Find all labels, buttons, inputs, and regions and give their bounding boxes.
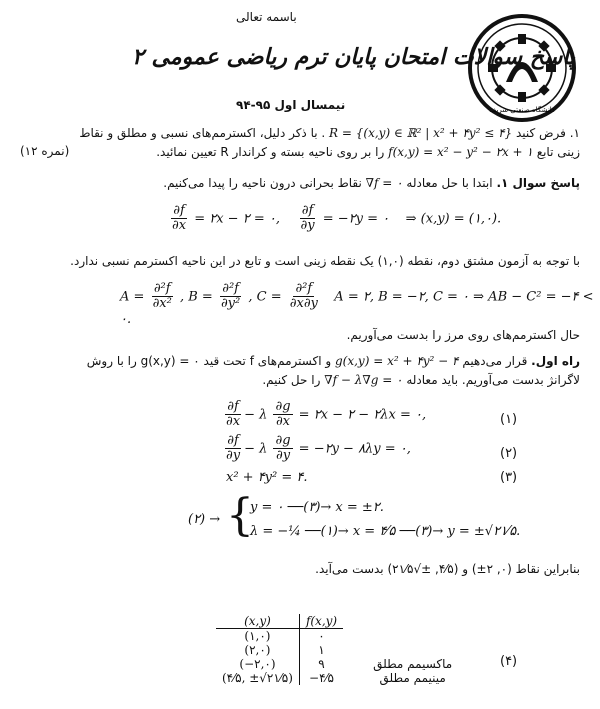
answer-heading: پاسخ سوال ۱. ابتدا با حل معادله ∇f = ۰ نقاط بحرانی درون ناحیه را پیدا می‌کنیم. [163, 176, 580, 190]
gradient-equation: $\frac{\partial f}{\partial x}$ = ۲x − ۲ = ۰, $\frac{\partial f}{\partial y}$ = −۲y = ۰ ⇒ (x,y) = (۱,۰). [172, 203, 502, 234]
values-table [216, 614, 458, 685]
table-row: (۴⁄۵, ±√۲۱⁄۵) −۴⁄۵ مینیمم مطلق [216, 671, 458, 685]
eq-number-1: (۱) [500, 412, 518, 427]
eq-number-3: (۳) [500, 470, 518, 485]
basmala: باسمه تعالی [236, 10, 297, 24]
hessian-equation: A = $\frac{\text{∂²f}}{\text{∂x²}}$ , B = $\frac{\text{∂²f}}{\text{∂y²}}$ , C = $\frac{\text{∂²f}}{\partial x\partial y}$ A = ۲, B = −۲, C = ۰ ⇒ AB − C² = −۴ < ۰. [120, 281, 594, 327]
second-derivative-text: با توجه به آزمون مشتق دوم، نقطه (۱,۰) یک نقطه زینی است و تابع در این ناحیه اکسترمم نسبی ندارد. [70, 254, 580, 268]
eq-number-2: (۲) [500, 446, 518, 461]
table-row: (−۲,۰) ۹ ماکسیمم مطلق [216, 657, 458, 671]
conclusion-text: بنابراین نقاط (۰, ۲±) و (۴⁄۵, ±√۲۱⁄۵) بدست می‌آید. [315, 562, 580, 576]
lagrange-eq-1: $\frac{\partial f}{\partial x}$ − λ $\frac{\partial g}{\partial x}$ = ۲x − ۲ − ۲λx = ۰, [226, 399, 427, 430]
question-1: ۱. فرض کنید R = {(x,y) ∈ ℝ² | x² + ۴y² ≤ ۴} . با ذکر دلیل، اکسترمم‌های نسبی و مطلق و نقاط زینی تابع f(x,y) = x² − y² − ۲x + ۱ را بر روی ناحیه بسته و کراندار R تعیین نمائید. [79, 126, 580, 159]
eq-number-4: (۴) [500, 654, 518, 669]
table-row: (۲,۰) ۱ [216, 643, 458, 657]
boundary-text: حال اکسترمم‌های روی مرز را بدست می‌آوریم. [346, 328, 580, 342]
table-row: (۱,۰) ۰ [216, 629, 458, 644]
case-2: λ = −¼ ──(۱)→ x = ۴⁄۵ ──(۳)→ y = ±√۲۱⁄۵. [250, 524, 521, 539]
case-brace: { [226, 490, 254, 541]
case-1: y = ۰ ──(۳)→ x = ±۲. [250, 500, 384, 515]
table-header-point: (x,y) [216, 614, 299, 629]
lagrange-eq-3: x² + ۴y² = ۴. [226, 470, 308, 485]
semester-label: نیمسال اول ۹۵-۹۴ [236, 98, 346, 112]
svg-text:دانشگاه صنعتی شریف: دانشگاه صنعتی شریف [489, 106, 555, 114]
table-header-value: f(x,y) [299, 614, 343, 629]
page-title: پاسخ سوالات امتحان پایان ترم ریاضی عمومی ۲ [132, 44, 576, 70]
lagrange-text: راه اول. قرار می‌دهیم g(x,y) = x² + ۴y² − ۴ و اکسترمم‌های f تحت قید g(x,y) = ۰ را با روش لاگرانژ بدست می‌آوریم. باید معادله ∇f − λ∇g = ۰ را حل کنیم. [86, 354, 580, 387]
question-points: (۱۲ نمره) [20, 144, 70, 158]
lagrange-eq-2: $\frac{\partial f}{\partial y}$ − λ $\frac{\partial g}{\partial y}$ = −۲y − ۸λy = ۰, [226, 433, 411, 464]
case-label: (۲) → [188, 512, 221, 527]
